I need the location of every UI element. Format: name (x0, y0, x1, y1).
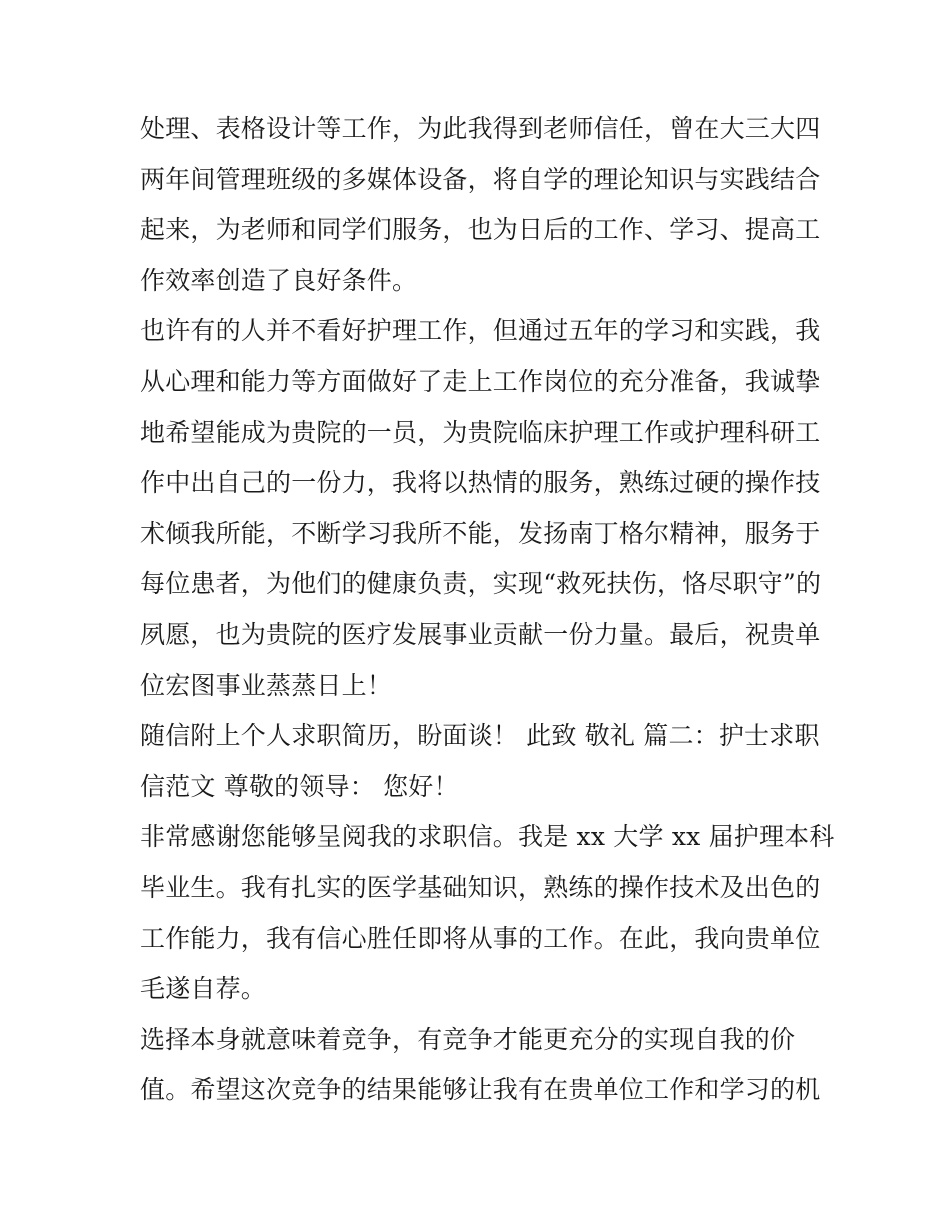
text-line: 地希望能成为贵院的一员，为贵院临床护理工作或护理科研工 (140, 417, 821, 447)
text-line: 选择本身就意味着竞争，有竞争才能更充分的实现自我的价 (140, 1024, 796, 1054)
text-line: 从心理和能力等方面做好了走上工作岗位的充分准备，我诚挚 (140, 366, 821, 396)
text-line: 毕业生。我有扎实的医学基础知识，熟练的操作技术及出色的 (140, 872, 821, 902)
text-line: 信范文 尊敬的领导： 您好！ (140, 771, 459, 801)
text-line: 作中出自己的一份力，我将以热情的服务，熟练过硬的操作技 (140, 468, 821, 498)
text-line: 处理、表格设计等工作，为此我得到老师信任，曾在大三大四 (140, 114, 821, 143)
text-line: 毛遂自荐。 (140, 974, 267, 1004)
text-line: 每位患者，为他们的健康负责，实现“救死扶伤，恪尽职守”的 (140, 569, 822, 599)
text-line: 作效率创造了良好条件。 (140, 265, 418, 295)
text-line: 起来，为老师和同学们服务，也为日后的工作、学习、提高工 (140, 215, 821, 245)
text-line: 术倾我所能，不断学习我所不能，发扬南丁格尔精神，服务于 (140, 518, 821, 548)
text-line: 值。希望这次竞争的结果能够让我有在贵单位工作和学习的机 (140, 1075, 821, 1105)
text-line: 位宏图事业蒸蒸日上！ (140, 670, 393, 700)
text-line: 夙愿，也为贵院的医疗发展事业贡献一份力量。最后，祝贵单 (140, 619, 821, 649)
text-line: 也许有的人并不看好护理工作，但通过五年的学习和实践，我 (140, 316, 821, 346)
text-line: 非常感谢您能够呈阅我的求职信。我是 xx 大学 xx 届护理本科 (140, 822, 835, 852)
text-line: 两年间管理班级的多媒体设备，将自学的理论知识与实践结合 (140, 164, 821, 194)
text-line: 工作能力，我有信心胜任即将从事的工作。在此，我向贵单位 (140, 923, 821, 953)
text-line: 随信附上个人求职简历，盼面谈！ 此致 敬礼 篇二：护士求职 (140, 721, 820, 751)
document-body (140, 104, 835, 1116)
